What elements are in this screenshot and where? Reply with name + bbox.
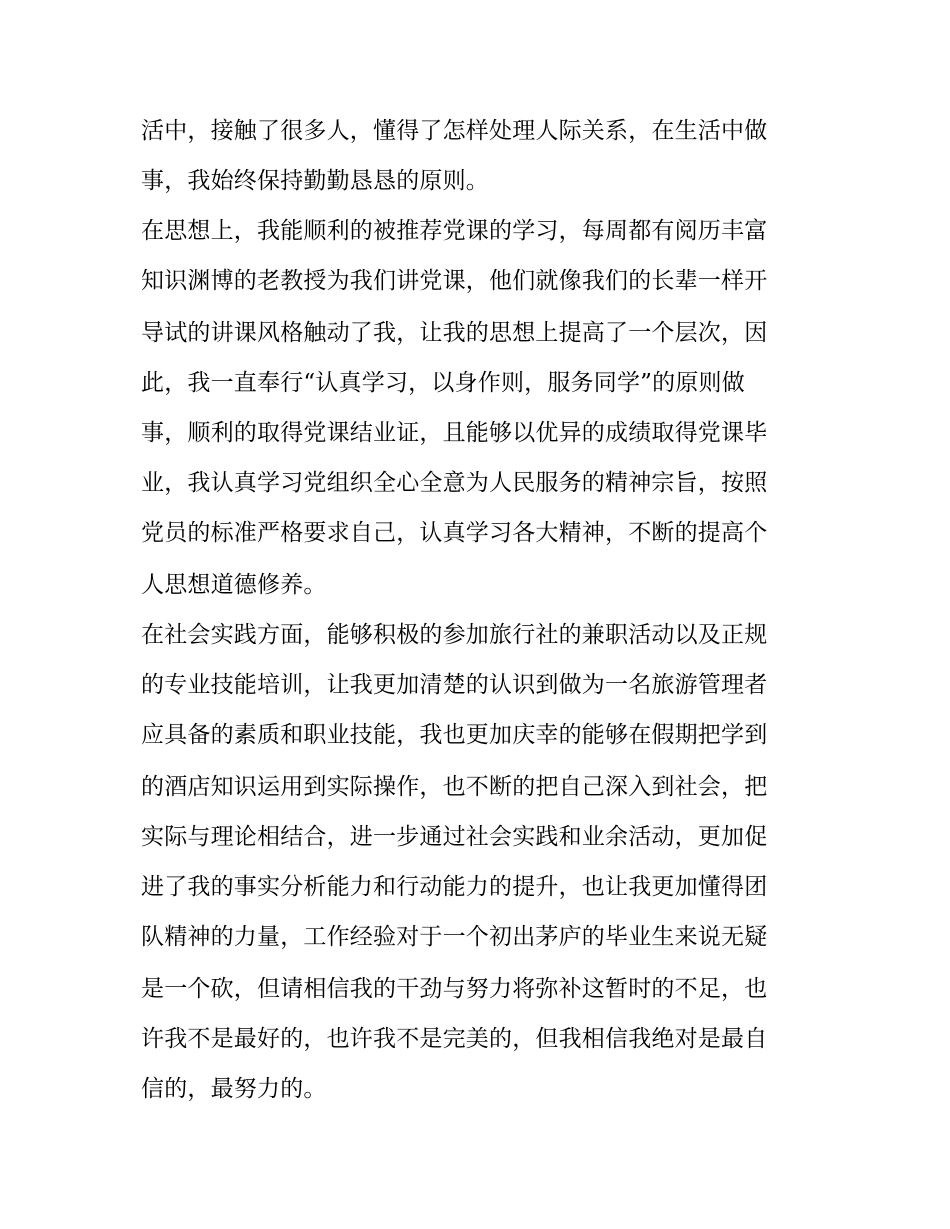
text-line: 是一个砍，但请相信我的干劲与努力将弥补这暂时的不足，也 (141, 976, 768, 1002)
text-line: 进了我的事实分析能力和行动能力的提升，也让我更加懂得团 (141, 874, 768, 900)
text-line: 应具备的素质和职业技能，我也更加庆幸的能够在假期把学到 (141, 722, 768, 748)
text-line: 此，我一直奉行“认真学习，以身作则，服务同学”的原则做 (141, 370, 745, 396)
text-line: 党员的标准严格要求自己，认真学习各大精神，不断的提高个 (141, 520, 768, 546)
text-line: 在思想上，我能顺利的被推荐党课的学习，每周都有阅历丰富 (141, 218, 768, 244)
text-line: 事，我始终保持勤勤恳恳的原则。 (141, 168, 489, 194)
text-line: 的专业技能培训，让我更加清楚的认识到做为一名旅游管理者 (141, 672, 768, 698)
text-line: 队精神的力量，工作经验对于一个初出茅庐的毕业生来说无疑 (141, 924, 768, 950)
text-line: 人思想道德修养。 (141, 572, 327, 598)
text-line: 的酒店知识运用到实际操作，也不断的把自己深入到社会，把 (141, 774, 768, 800)
text-line: 活中，接触了很多人，懂得了怎样处理人际关系，在生活中做 (141, 118, 768, 144)
text-line: 信的，最努力的。 (141, 1076, 327, 1102)
text-line: 实际与理论相结合，进一步通过社会实践和业余活动，更加促 (141, 824, 768, 850)
text-line: 事，顺利的取得党课结业证，且能够以优异的成绩取得党课毕 (141, 420, 768, 446)
text-line: 导试的讲课风格触动了我，让我的思想上提高了一个层次，因 (141, 320, 768, 346)
text-line: 在社会实践方面，能够积极的参加旅行社的兼职活动以及正规 (141, 622, 768, 648)
text-line: 知识渊博的老教授为我们讲党课，他们就像我们的长辈一样开 (141, 268, 768, 294)
text-line: 业，我认真学习党组织全心全意为人民服务的精神宗旨，按照 (141, 470, 768, 496)
text-line: 许我不是最好的，也许我不是完美的，但我相信我绝对是最自 (141, 1026, 768, 1052)
